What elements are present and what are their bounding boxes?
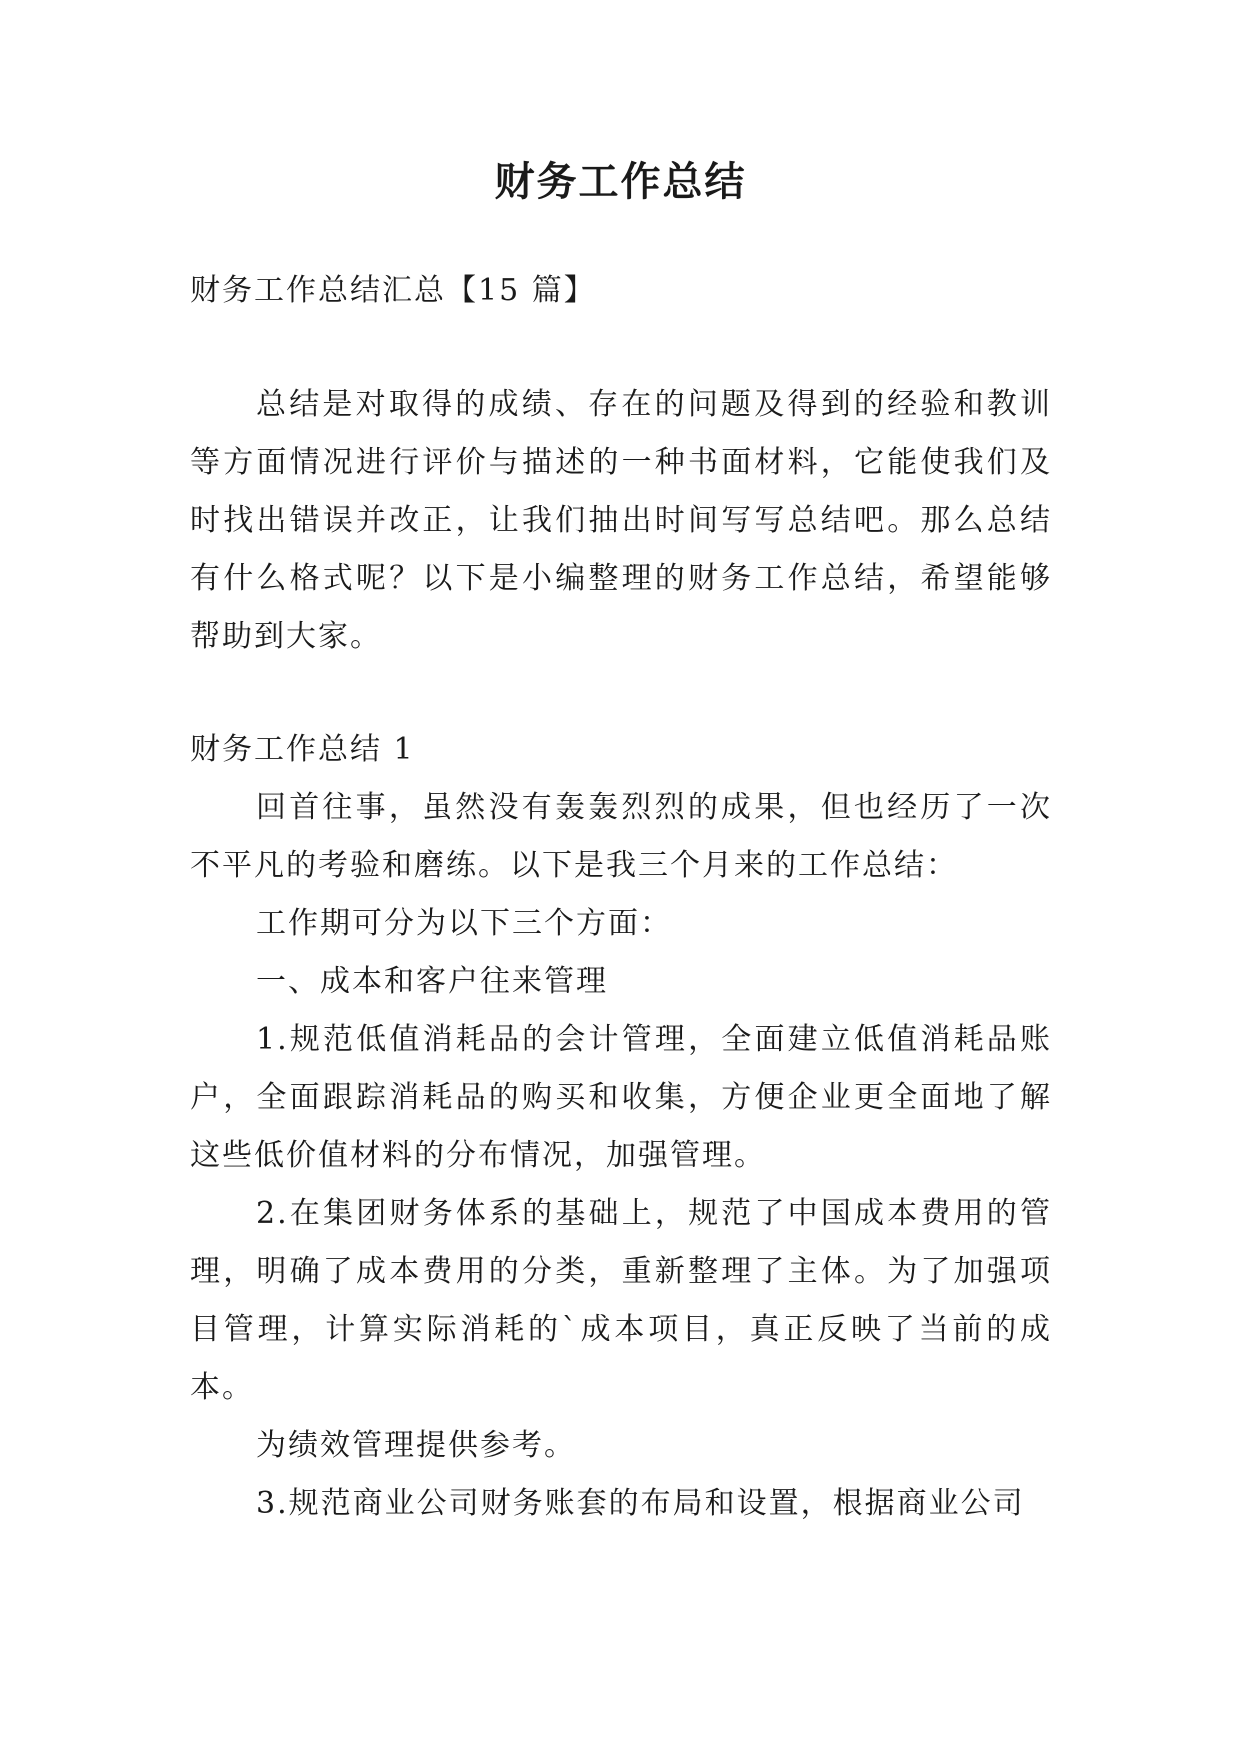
spacer (190, 666, 1052, 721)
spacer (190, 320, 1052, 376)
body-paragraph: 1.规范低值消耗品的会计管理，全面建立低值消耗品账户，全面跟踪消耗品的购买和收集，方便企业更全面地了解这些低价值材料的分布情况，加强管理。 (190, 1022, 1052, 1173)
document-subtitle: 财务工作总结汇总【15 篇】 (190, 273, 596, 308)
body-paragraph: 工作期可分为以下三个方面： (256, 906, 672, 941)
body-paragraph: 一、成本和客户往来管理 (256, 964, 608, 999)
body-paragraph: 2.在集团财务体系的基础上，规范了中国成本费用的管理，明确了成本费用的分类，重新整理了主体。为了加强项目管理，计算实际消耗的`成本项目，真正反映了当前的成本。 (190, 1196, 1052, 1405)
body-paragraph: 回首往事，虽然没有轰轰烈烈的成果，但也经历了一次不平凡的考验和磨练。以下是我三个月来的工作总结： (190, 790, 1052, 883)
body-paragraph: 3.规范商业公司财务账套的布局和设置，根据商业公司 (256, 1486, 1025, 1521)
document-title: 财务工作总结 (494, 159, 747, 205)
body-paragraph: 为绩效管理提供参考。 (256, 1428, 576, 1463)
section-heading: 财务工作总结 1 (190, 732, 415, 767)
document-body (190, 262, 1052, 1533)
intro-paragraph: 总结是对取得的成绩、存在的问题及得到的经验和教训等方面情况进行评价与描述的一种书面材料，它能使我们及时找出错误并改正，让我们抽出时间写写总结吧。那么总结有什么格式呢？以下是小编整理的财务工作总结，希望能够帮助到大家。 (190, 387, 1052, 654)
